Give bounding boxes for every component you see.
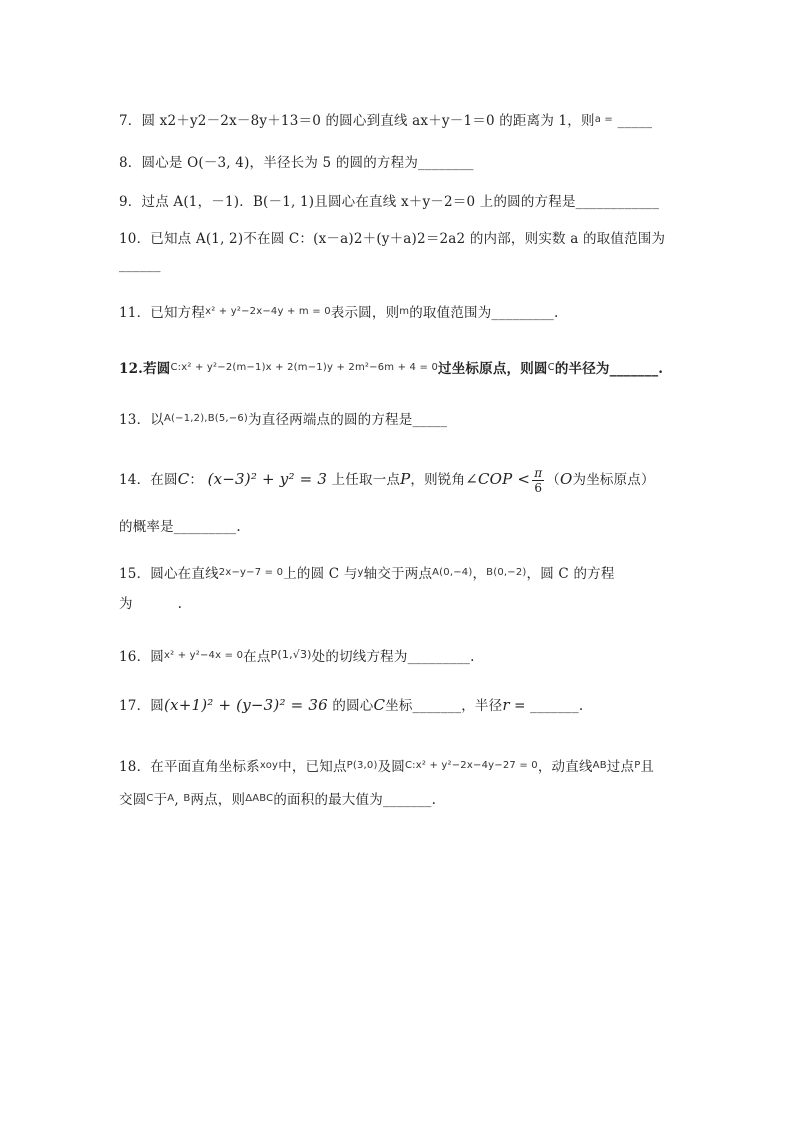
question-10: 10．已知点 A(1, 2)不在圆 C：(x－a)2＋(y＋a)2＝2a2 的内部，则实数 a 的取值范围为 ______	[119, 231, 666, 273]
circle-equation: (x+1)² + (y−3)² = 36	[163, 696, 328, 714]
question-16: 16．圆$^{x^2 + y^2-4x = 0}$在点$^{P(1,√3)}$处的切线方程为_________.	[119, 648, 475, 665]
fraction: $\frac{\pi}{6}$	[534, 466, 543, 495]
question-14: 14．在圆C： (x−3)² + y² = 3 上任取一点P，则锐角∠COP < $\frac{\pi}{6}$ （O为坐标原点） 的概率是_________.	[119, 466, 655, 535]
question-17: 17．圆(x+1)² + (y−3)² = 36 的圆心C坐标_______，半径r = _______.	[119, 696, 584, 714]
question-12: 12.若圆$^{C:x^2 + y^2-2(m-1)x + 2(m-1)y + 2m^2-6m + 4 = 0}$过坐标原点，则圆$^C$的半径为_______.	[119, 361, 664, 377]
question-15: 15．圆心在直线$^{2x-y-7 = 0}$上的圆 C 与$^y$轴交于两点$^{A(0,-4)}$，$^{B(0,-2)}$，圆 C 的方程 为 .	[119, 566, 615, 612]
question-13: 13．以$^{A(-1,2),B(5,-6)}$为直径两端点的圆的方程是_____	[119, 412, 448, 428]
question-9: 9．过点 A(1，－1)．B(－1, 1)且圆心在直线 x＋y－2＝0 上的圆的方程是____________	[119, 194, 660, 210]
question-11: 11．已知方程$^{x^2 + y^2-2x-4y + m = 0}$表示圆，则$^m$的取值范围为_________.	[119, 305, 559, 321]
question-7: 7．圆 x2＋y2－2x－8y＋13＝0 的圆心到直线 ax＋y－1＝0 的距离为 1，则$^{a =}$ _____	[119, 113, 653, 129]
question-8: 8．圆心是 O(－3, 4)，半径长为 5 的圆的方程为________	[119, 155, 474, 171]
circle-equation: (x−3)² + y² = 3	[207, 470, 328, 488]
question-18: 18．在平面直角坐标系$^{xoy}$中，已知点$^{P(3,0)}$及圆$^{C:x^2 + y^2-2x-4y-27 = 0}$，动直线$^{AB}$过点$^P$且 交圆$^C$于$^A$, $^B$两点，则$^{\Delta ABC}$的面积的最大值为_______.	[119, 759, 655, 808]
